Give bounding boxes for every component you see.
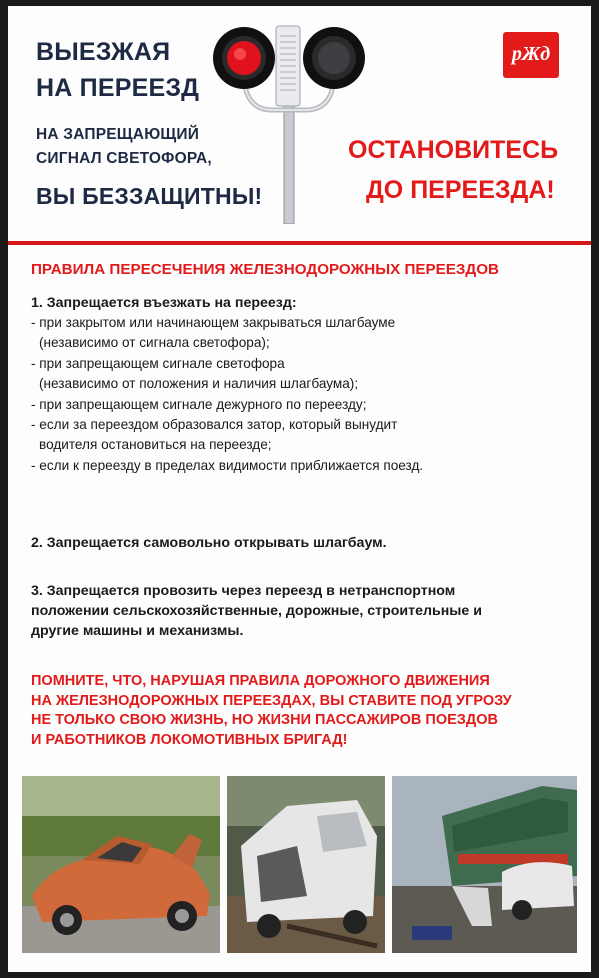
header-divider <box>8 241 591 245</box>
rule-1-item: - при запрещающем сигнале светофора <box>31 355 285 371</box>
rule-3-block <box>31 581 576 641</box>
photo-train-collision <box>392 776 577 953</box>
rule-2-text: 2. Запрещается самовольно открывать шлагбаум. <box>31 535 387 551</box>
safety-poster <box>8 6 591 972</box>
rule-1-item: - при запрещающем сигнале дежурного по переезду; <box>31 396 367 412</box>
rules-title: ПРАВИЛА ПЕРЕСЕЧЕНИЯ ЖЕЛЕЗНОДОРОЖНЫХ ПЕРЕЕЗДОВ <box>31 261 500 278</box>
rule-1-item: - если за переездом образовался затор, который вынудит <box>31 417 398 433</box>
rule-1-heading: 1. Запрещается въезжать на переезд: <box>31 295 297 311</box>
rule-1-item: (независимо от сигнала светофора); <box>39 335 270 351</box>
rule-3-line: другие машины и механизмы. <box>31 623 244 639</box>
rule-1-item: водителя остановиться на переезде; <box>39 437 272 453</box>
warning-line: И РАБОТНИКОВ ЛОКОМОТИВНЫХ БРИГАД! <box>31 731 348 748</box>
subline-1: НА ЗАПРЕЩАЮЩИЙ <box>36 126 200 143</box>
rule-2-block <box>31 533 576 553</box>
rule-1-item: - при закрытом или начинающем закрываться шлагбауме <box>31 315 396 330</box>
stop-line-1: ОСТАНОВИТЕСЬ <box>348 136 559 164</box>
warning-line: НА ЖЕЛЕЗНОДОРОЖНЫХ ПЕРЕЕЗДАХ, ВЫ СТАВИТЕ ПОД УГРОЗУ <box>31 692 512 709</box>
warning-block <box>31 672 512 750</box>
rule-1-block <box>31 293 576 476</box>
rule-3-line: 3. Запрещается провозить через переезд в нетранспортном <box>31 583 456 599</box>
headline-line-2: НА ПЕРЕЕЗД <box>36 74 200 102</box>
photo-wrecked-car <box>22 776 220 953</box>
rule-1-item: (независимо от положения и наличия шлагбаума); <box>39 376 359 392</box>
warning-line: НЕ ТОЛЬКО СВОЮ ЖИЗНЬ, НО ЖИЗНИ ПАССАЖИРОВ ПОЕЗДОВ <box>31 712 498 729</box>
headline-line-1: ВЫЕЗЖАЯ <box>36 38 171 66</box>
rule-1-item: - если к переезду в пределах видимости приближается поезд. <box>31 457 424 473</box>
rule-3-line: положении сельскохозяйственные, дорожные, строительные и <box>31 603 482 619</box>
photo-wrecked-van <box>227 776 385 953</box>
subline-3: ВЫ БЕЗЗАЩИТНЫ! <box>36 183 263 209</box>
rzd-logo-text: рЖд <box>511 43 551 65</box>
railway-signal-icon <box>210 12 390 224</box>
stop-line-2: ДО ПЕРЕЕЗДА! <box>366 176 555 204</box>
rzd-logo <box>503 32 559 78</box>
subline-2: СИГНАЛ СВЕТОФОРА, <box>36 150 212 167</box>
warning-line: ПОМНИТЕ, ЧТО, НАРУШАЯ ПРАВИЛА ДОРОЖНОГО ДВИЖЕНИЯ <box>31 673 490 689</box>
